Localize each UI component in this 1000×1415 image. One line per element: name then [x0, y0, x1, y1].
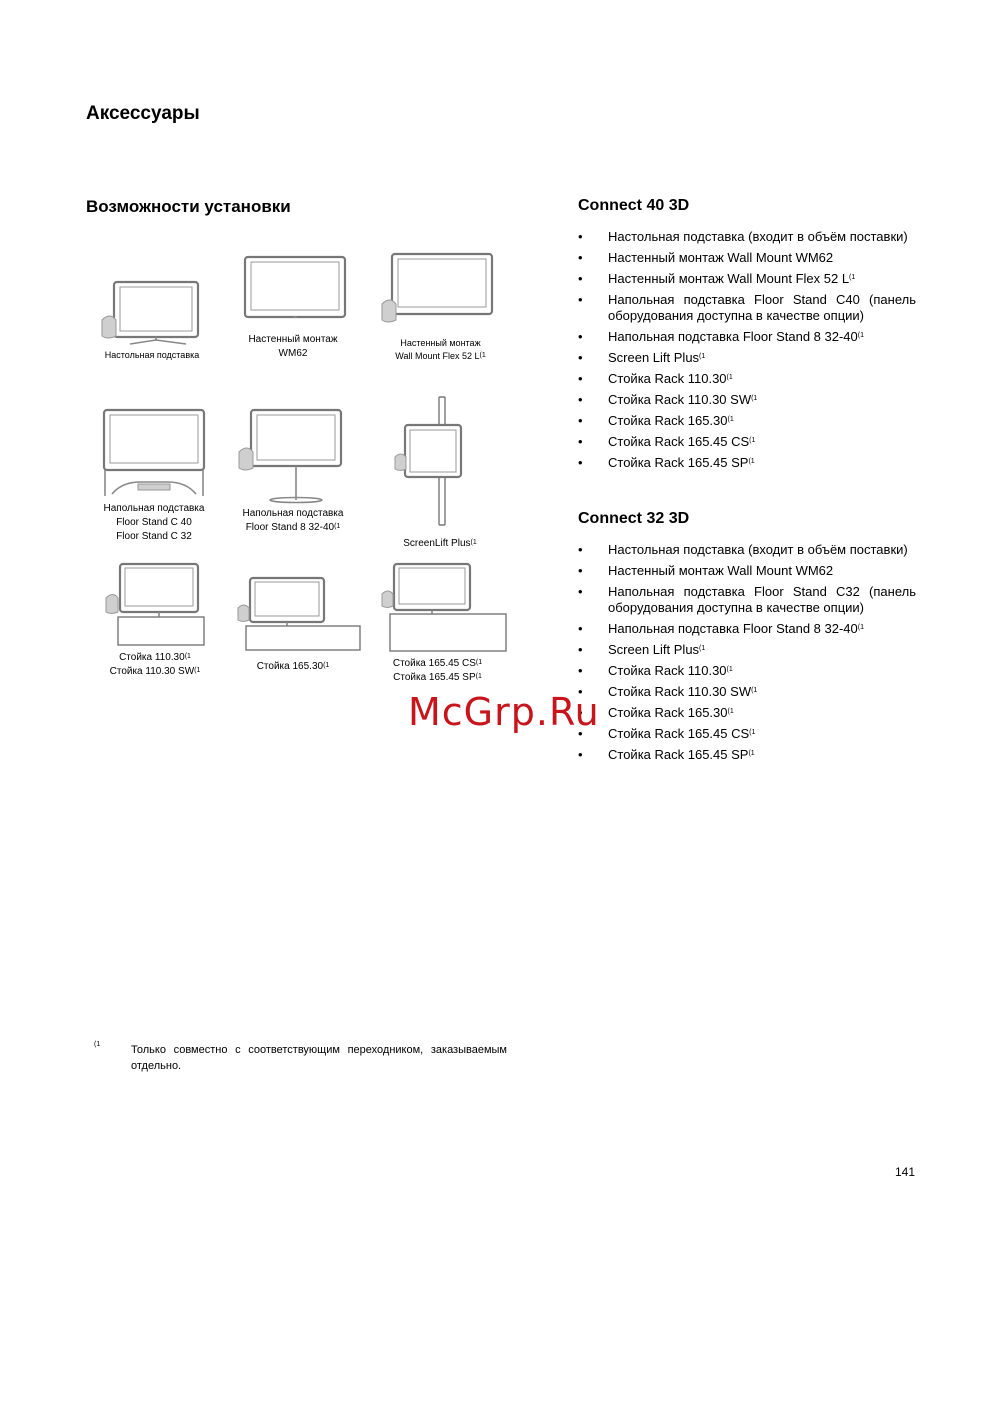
- list-item: [578, 271, 916, 287]
- list-item: [578, 329, 916, 345]
- list-item: [578, 371, 916, 387]
- footnote-ref: (1: [751, 395, 758, 402]
- caption-wall-mount-wm62: Настенный монтаж WM62: [248, 334, 338, 359]
- footnote-mark: (1: [94, 1041, 101, 1048]
- footnote-ref: (1: [699, 353, 706, 360]
- list-item: [578, 726, 916, 742]
- list-item: [578, 413, 916, 429]
- footnote-ref: (1: [748, 458, 755, 465]
- caption-floor-stand-c: Напольная подставка Floor Stand C 40 Floor Stand C 32: [103, 503, 205, 542]
- footnote-ref: (1: [751, 687, 758, 694]
- list-item-text: Стойка Rack 165.45 CS: [608, 726, 750, 741]
- footnote-ref: (1: [849, 274, 856, 281]
- list-item-text: Стойка Rack 110.30: [608, 371, 727, 386]
- footnote-ref: (1: [727, 416, 734, 423]
- connect32-title: Connect 32 3D: [578, 510, 690, 527]
- list-item-text: Стойка Rack 165.30: [608, 705, 728, 720]
- list-item-text: Стойка Rack 165.45 CS: [608, 434, 750, 449]
- list-item-text: Настенный монтаж Wall Mount WM62: [608, 250, 834, 265]
- footnote-ref: (1: [699, 645, 706, 652]
- caption-rack-165: Стойка 165.30$^{(1}$: [256, 661, 330, 672]
- list-item-text: Стойка Rack 110.30: [608, 663, 727, 678]
- list-item: [578, 563, 916, 579]
- tv-screenlift-icon: [393, 395, 463, 527]
- connect40-title: Connect 40 3D: [578, 197, 690, 214]
- list-item-text: Настенный монтаж Wall Mount Flex 52 L: [608, 271, 850, 286]
- list-item-text: Стойка Rack 110.30 SW: [608, 684, 752, 699]
- list-item-text: Стойка Rack 165.45 SP: [608, 747, 749, 762]
- list-item-text: Напольная подставка Floor Stand 8 32-40: [608, 329, 858, 344]
- list-item: [578, 292, 916, 324]
- list-item: [578, 642, 916, 658]
- tv-rack-110-icon: [104, 562, 206, 648]
- caption-table-stand: Настольная подставка: [104, 350, 200, 360]
- tv-wall-mount-icon: [243, 255, 348, 321]
- tv-rack-165-icon: [236, 576, 362, 652]
- list-item: [578, 684, 916, 700]
- list-item-text: Screen Lift Plus: [608, 350, 700, 365]
- list-item: [578, 434, 916, 450]
- footnote-ref: (1: [726, 666, 733, 673]
- list-item-text: Напольная подставка Floor Stand C32 (панель оборудования доступна в качестве опции): [608, 584, 916, 615]
- list-item: [578, 542, 916, 558]
- list-item: [578, 250, 916, 266]
- tv-floor-stand-icon: [102, 408, 207, 500]
- tv-floor-stand-8-icon: [237, 408, 347, 503]
- footnote-text: Только совместно с соответствующим переходником, заказываемым отдельно.: [131, 1044, 507, 1072]
- caption-screenlift: ScreenLift Plus$^{(1}$: [403, 538, 477, 549]
- list-item: [578, 229, 916, 245]
- caption-rack-110: Стойка 110.30$^{(1}$ Стойка 110.30 SW$^{(1}$: [109, 652, 201, 677]
- watermark: McGrp.Ru: [408, 690, 600, 734]
- footnote-ref: (1: [857, 332, 864, 339]
- footnote-ref: (1: [749, 437, 756, 444]
- caption-floor-stand-8: Напольная подставка Floor Stand 8 32-40$^{(1}$: [242, 508, 344, 533]
- list-item-text: Стойка Rack 110.30 SW: [608, 392, 752, 407]
- footnote-ref: (1: [857, 624, 864, 631]
- footnote-ref: (1: [749, 729, 756, 736]
- list-item: [578, 663, 916, 679]
- list-item-text: Напольная подставка Floor Stand 8 32-40: [608, 621, 858, 636]
- page-title: Аксессуары: [86, 103, 200, 124]
- list-item: [578, 392, 916, 408]
- list-item-text: Настольная подставка (входит в объём поставки): [608, 542, 908, 557]
- connect32-list: [578, 542, 916, 768]
- caption-rack-165-45: Стойка 165.45 CS$^{(1}$ Стойка 165.45 SP$^{(1}$: [392, 658, 483, 683]
- list-item-text: Настольная подставка (входит в объём поставки): [608, 229, 908, 244]
- tv-rack-165-45-icon: [380, 562, 508, 654]
- list-item: [578, 455, 916, 471]
- footnote-ref: (1: [748, 750, 755, 757]
- section-title: Возможности установки: [86, 197, 291, 216]
- page-number: 141: [895, 1165, 916, 1179]
- list-item-text: Стойка Rack 165.30: [608, 413, 728, 428]
- list-item-text: Напольная подставка Floor Stand C40 (панель оборудования доступна в качестве опции): [608, 292, 916, 323]
- list-item-text: Настенный монтаж Wall Mount WM62: [608, 563, 834, 578]
- connect40-list: [578, 229, 916, 476]
- tv-table-stand-icon: [100, 280, 205, 345]
- list-item: [578, 705, 916, 721]
- list-item: [578, 350, 916, 366]
- swivel-arrow-icon: [382, 300, 396, 322]
- footnote-ref: (1: [727, 708, 734, 715]
- tv-wall-mount-flex-icon: [380, 252, 495, 327]
- list-item-text: Стойка Rack 165.45 SP: [608, 455, 749, 470]
- list-item: [578, 747, 916, 763]
- list-item: [578, 621, 916, 637]
- list-item-text: Screen Lift Plus: [608, 642, 700, 657]
- list-item: [578, 584, 916, 616]
- footnote-ref: (1: [726, 374, 733, 381]
- caption-wall-mount-flex: Настенный монтаж Wall Mount Flex 52 $L^{(1}$: [395, 338, 486, 361]
